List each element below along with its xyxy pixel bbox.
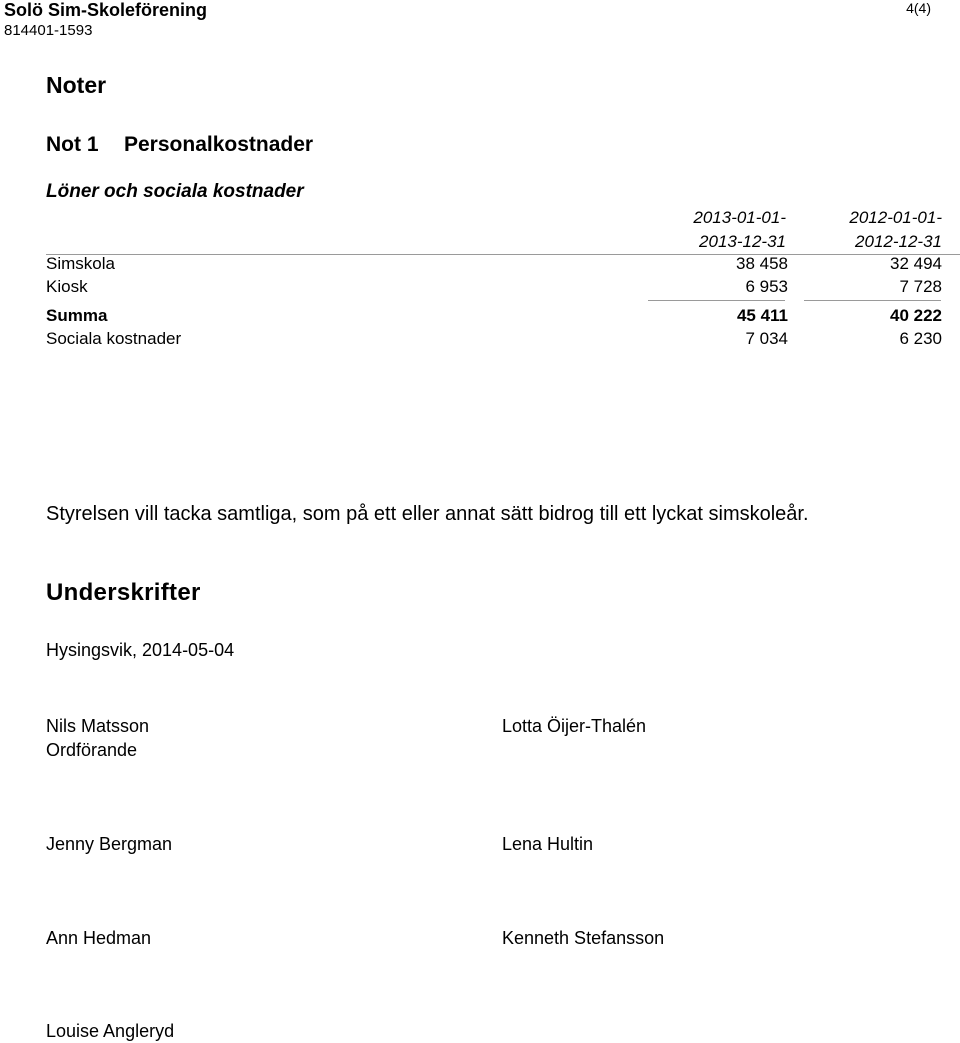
place-and-date: Hysingsvik, 2014-05-04 bbox=[46, 640, 235, 660]
signatures-title: Underskrifter bbox=[46, 579, 201, 606]
row-value-current: 45 411 bbox=[736, 306, 788, 325]
signatory-name: Nils Matsson bbox=[46, 716, 150, 736]
table-row bbox=[46, 254, 942, 278]
organization-number: 814401-1593 bbox=[4, 22, 93, 39]
sum-divider bbox=[648, 300, 785, 301]
signatory bbox=[46, 1019, 174, 1043]
signatory bbox=[46, 926, 151, 950]
period-end: 2013-12-31 bbox=[699, 232, 786, 251]
signatory-name: Kenneth Stefansson bbox=[502, 928, 665, 948]
note-subheading: Löner och sociala kostnader bbox=[46, 181, 304, 202]
signatory bbox=[502, 714, 646, 738]
note-number: Not 1 bbox=[46, 133, 99, 156]
signatory-name: Lotta Öijer-Thalén bbox=[502, 716, 647, 736]
note-title bbox=[46, 133, 313, 157]
page-number: 4(4) bbox=[906, 0, 931, 16]
row-value-previous: 32 494 bbox=[890, 254, 942, 273]
row-label: Summa bbox=[46, 306, 108, 325]
period-start: 2013-01-01- bbox=[693, 208, 786, 227]
row-value-current: 6 953 bbox=[745, 277, 788, 296]
period-header-previous bbox=[742, 206, 942, 254]
signatory-name: Louise Angleryd bbox=[46, 1021, 175, 1041]
signatory bbox=[502, 832, 593, 856]
row-value-current: 38 458 bbox=[736, 254, 788, 273]
row-label: Sociala kostnader bbox=[46, 329, 182, 348]
row-value-previous: 7 728 bbox=[899, 277, 942, 296]
sum-divider bbox=[804, 300, 941, 301]
note-name: Personalkostnader bbox=[124, 133, 314, 156]
signatory bbox=[46, 832, 172, 856]
table-row-total bbox=[46, 306, 942, 330]
organization-name: Solö Sim-Skoleförening bbox=[4, 0, 208, 20]
row-value-previous: 6 230 bbox=[899, 329, 942, 348]
signatory-role: Ordförande bbox=[46, 740, 138, 760]
row-value-current: 7 034 bbox=[745, 329, 788, 348]
signatory bbox=[502, 926, 664, 950]
period-end: 2012-12-31 bbox=[855, 232, 942, 251]
period-start: 2012-01-01- bbox=[849, 208, 942, 227]
signatory bbox=[46, 714, 149, 762]
table-row bbox=[46, 329, 942, 353]
signatory-name: Ann Hedman bbox=[46, 928, 152, 948]
row-label: Simskola bbox=[46, 254, 115, 273]
section-title: Noter bbox=[46, 72, 107, 98]
signatory-name: Lena Hultin bbox=[502, 834, 594, 854]
table-row bbox=[46, 277, 942, 301]
signatory-name: Jenny Bergman bbox=[46, 834, 173, 854]
thanks-paragraph: Styrelsen vill tacka samtliga, som på ett eller annat sätt bidrog till ett lyckat simskoleår. bbox=[46, 503, 809, 525]
row-label: Kiosk bbox=[46, 277, 88, 296]
row-value-previous: 40 222 bbox=[890, 306, 942, 325]
